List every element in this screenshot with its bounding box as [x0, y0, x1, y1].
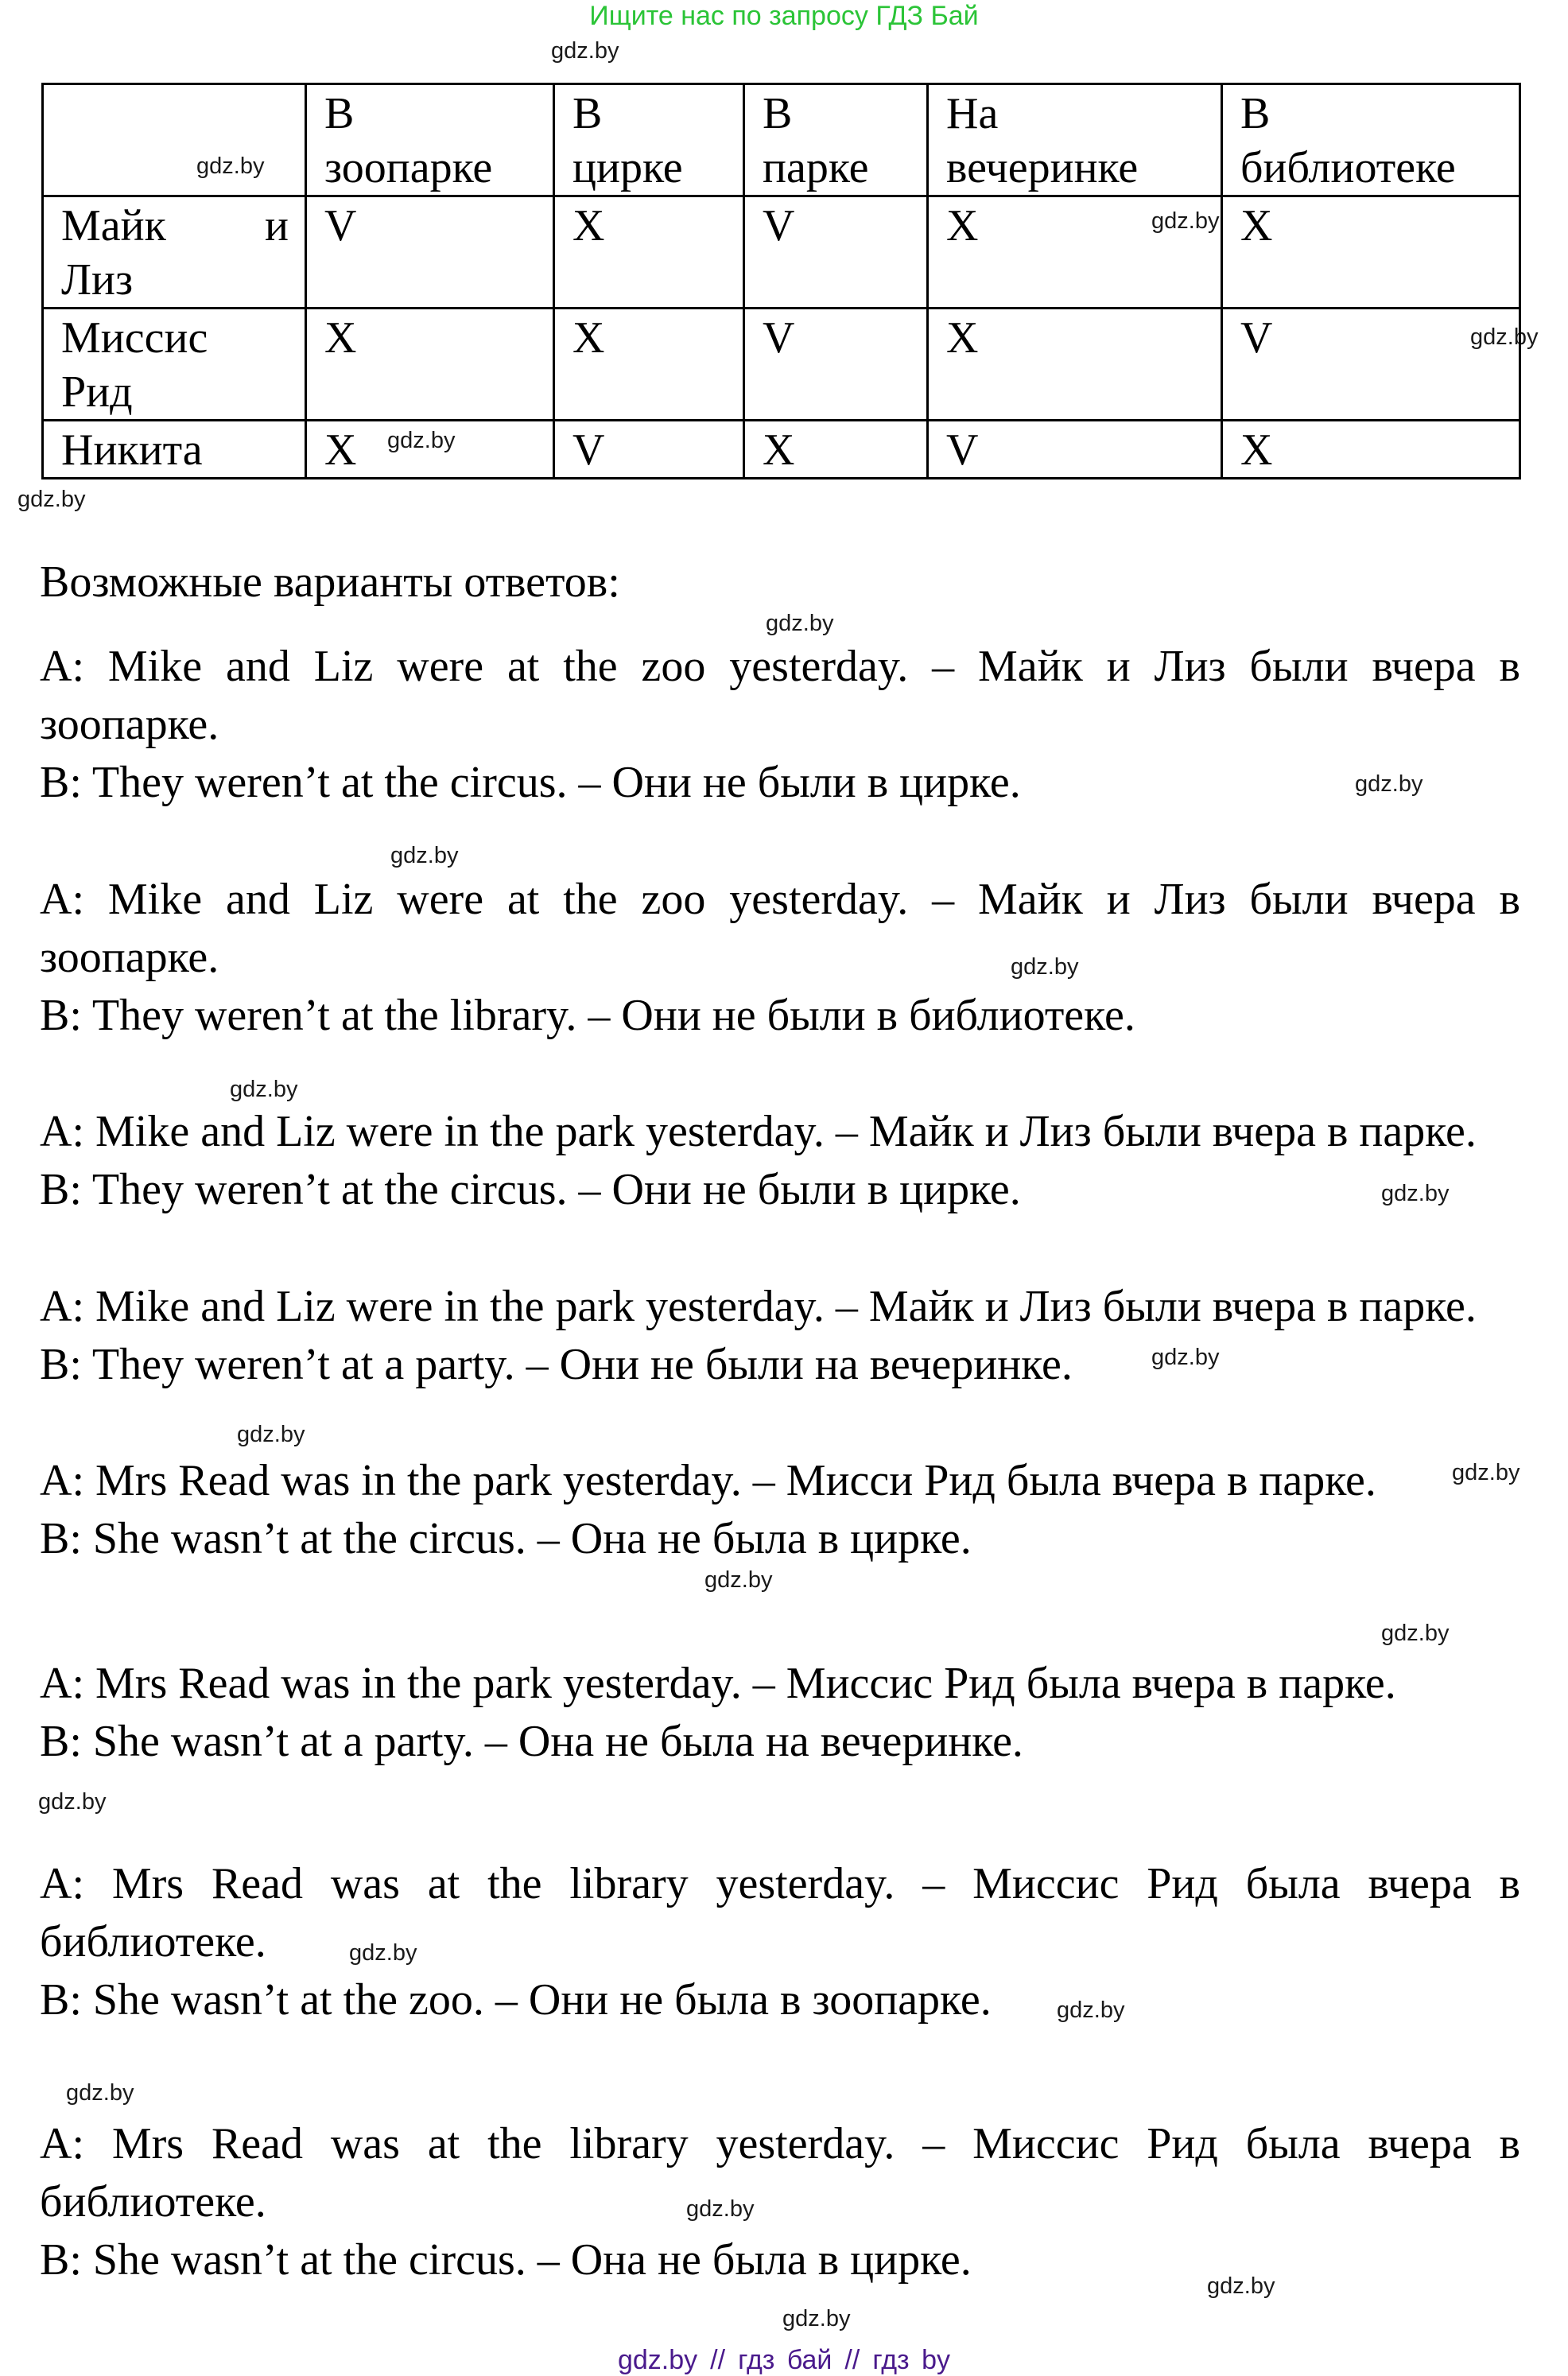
watermark: gdz.by	[17, 487, 86, 512]
footer-link-gdz-bai[interactable]: гдз бай	[738, 2345, 833, 2375]
dialogue-8	[40, 2115, 1520, 2289]
table-cell: V	[744, 309, 928, 421]
line-b: B: They weren’t at the library. – Они не были в библиотеке.	[40, 991, 1135, 1040]
line-a: A: Mike and Liz were at the zoo yesterday. – Майк и Лиз были вчера в зоопарке.	[40, 642, 1520, 749]
dialogue-7	[40, 1855, 1520, 2029]
table-cell: V	[928, 421, 1222, 479]
dialogue-2	[40, 871, 1520, 1045]
footer-link-gdz-by[interactable]: gdz.by	[617, 2345, 698, 2375]
watermark: gdz.by	[196, 153, 265, 179]
watermark: gdz.by	[1381, 1181, 1450, 1206]
dialogue-3	[40, 1103, 1520, 1219]
column-header-zoo: В зоопарке	[306, 84, 554, 196]
corner-cell	[43, 84, 306, 196]
dialogue-4	[40, 1278, 1520, 1394]
watermark: gdz.by	[766, 611, 834, 636]
table-cell: X	[306, 421, 554, 479]
line-b: B: They weren’t at the circus. – Они не были в цирке.	[40, 758, 1021, 807]
table-cell: X	[1222, 421, 1520, 479]
watermark: gdz.by	[349, 1940, 417, 1966]
table-cell: X	[928, 196, 1222, 309]
line-a: A: Mrs Read was at the library yesterday. – Миссис Рид была вчера в библиотеке.	[40, 1859, 1520, 1966]
table-cell: V	[1222, 309, 1520, 421]
watermark: gdz.by	[390, 843, 459, 868]
line-b: B: She wasn’t at the circus. – Она не была в цирке.	[40, 2235, 972, 2285]
line-a: A: Mike and Liz were at the zoo yesterday. – Майк и Лиз были вчера в зоопарке.	[40, 875, 1520, 982]
row-header-mike-liz: Майк и Лиз	[43, 196, 306, 309]
watermark: gdz.by	[1452, 1460, 1520, 1485]
line-b: B: They weren’t at the circus. – Они не были в цирке.	[40, 1165, 1021, 1214]
line-b: B: She wasn’t at the circus. – Она не была в цирке.	[40, 1514, 972, 1563]
watermark: gdz.by	[551, 38, 619, 64]
watermark: gdz.by	[1207, 2273, 1275, 2299]
answers-heading: Возможные варианты ответов:	[40, 557, 620, 607]
table-cell: X	[1222, 196, 1520, 309]
table-cell: X	[554, 309, 744, 421]
watermark: gdz.by	[387, 428, 456, 453]
watermark: gdz.by	[237, 1422, 305, 1447]
line-a: A: Mrs Read was in the park yesterday. – Мисси Рид была вчера в парке.	[40, 1456, 1376, 1505]
watermark: gdz.by	[782, 2306, 851, 2331]
watermark: gdz.by	[38, 1789, 107, 1815]
table-cell: V	[744, 196, 928, 309]
footer-link-gdz-by-cyr[interactable]: гдз by	[872, 2345, 950, 2375]
table-cell: X	[744, 421, 928, 479]
search-hint-banner: Ищите нас по запросу ГДЗ Бай	[589, 1, 979, 31]
watermark: gdz.by	[704, 1567, 773, 1593]
line-b: B: She wasn’t at a party. – Она не была на вечеринке.	[40, 1717, 1023, 1766]
table-cell: X	[306, 309, 554, 421]
table-row	[43, 421, 1520, 479]
dialogue-6	[40, 1655, 1520, 1771]
dialogue-5	[40, 1452, 1520, 1568]
table-header-row	[43, 84, 1520, 196]
watermark: gdz.by	[1151, 208, 1220, 234]
row-header-mrs-read: Миссис Рид	[43, 309, 306, 421]
table-row	[43, 196, 1520, 309]
watermark: gdz.by	[66, 2080, 134, 2106]
column-header-park: В парке	[744, 84, 928, 196]
line-a: A: Mrs Read was at the library yesterday. – Миссис Рид была вчера в библиотеке.	[40, 2119, 1520, 2227]
line-a: A: Mike and Liz were in the park yesterday. – Майк и Лиз были вчера в парке.	[40, 1107, 1477, 1156]
footer-links	[0, 2344, 1568, 2376]
line-b: B: She wasn’t at the zoo. – Они не была в зоопарке.	[40, 1975, 992, 2025]
watermark: gdz.by	[1470, 324, 1539, 350]
table-cell: X	[928, 309, 1222, 421]
dialogue-1	[40, 638, 1520, 812]
footer-separator: //	[710, 2345, 726, 2375]
table-cell: V	[306, 196, 554, 309]
watermark: gdz.by	[1057, 1997, 1125, 2023]
watermark: gdz.by	[1011, 954, 1079, 980]
line-b: B: They weren’t at a party. – Они не были на вечеринке.	[40, 1340, 1073, 1389]
line-a: A: Mike and Liz were in the park yesterday. – Майк и Лиз были вчера в парке.	[40, 1282, 1477, 1331]
column-header-party: На вечеринке	[928, 84, 1222, 196]
watermark: gdz.by	[686, 2196, 755, 2222]
column-header-circus: В цирке	[554, 84, 744, 196]
column-header-library: В библиотеке	[1222, 84, 1520, 196]
watermark: gdz.by	[230, 1077, 298, 1102]
footer-separator: //	[844, 2345, 860, 2375]
watermark: gdz.by	[1381, 1621, 1450, 1646]
line-a: A: Mrs Read was in the park yesterday. – Миссис Рид была вчера в парке.	[40, 1659, 1396, 1708]
watermark: gdz.by	[1355, 771, 1423, 797]
table-cell: X	[554, 196, 744, 309]
attendance-table	[41, 83, 1521, 479]
watermark: gdz.by	[1151, 1345, 1220, 1370]
table-row	[43, 309, 1520, 421]
table-cell: V	[554, 421, 744, 479]
row-header-nikita: Никита	[43, 421, 306, 479]
